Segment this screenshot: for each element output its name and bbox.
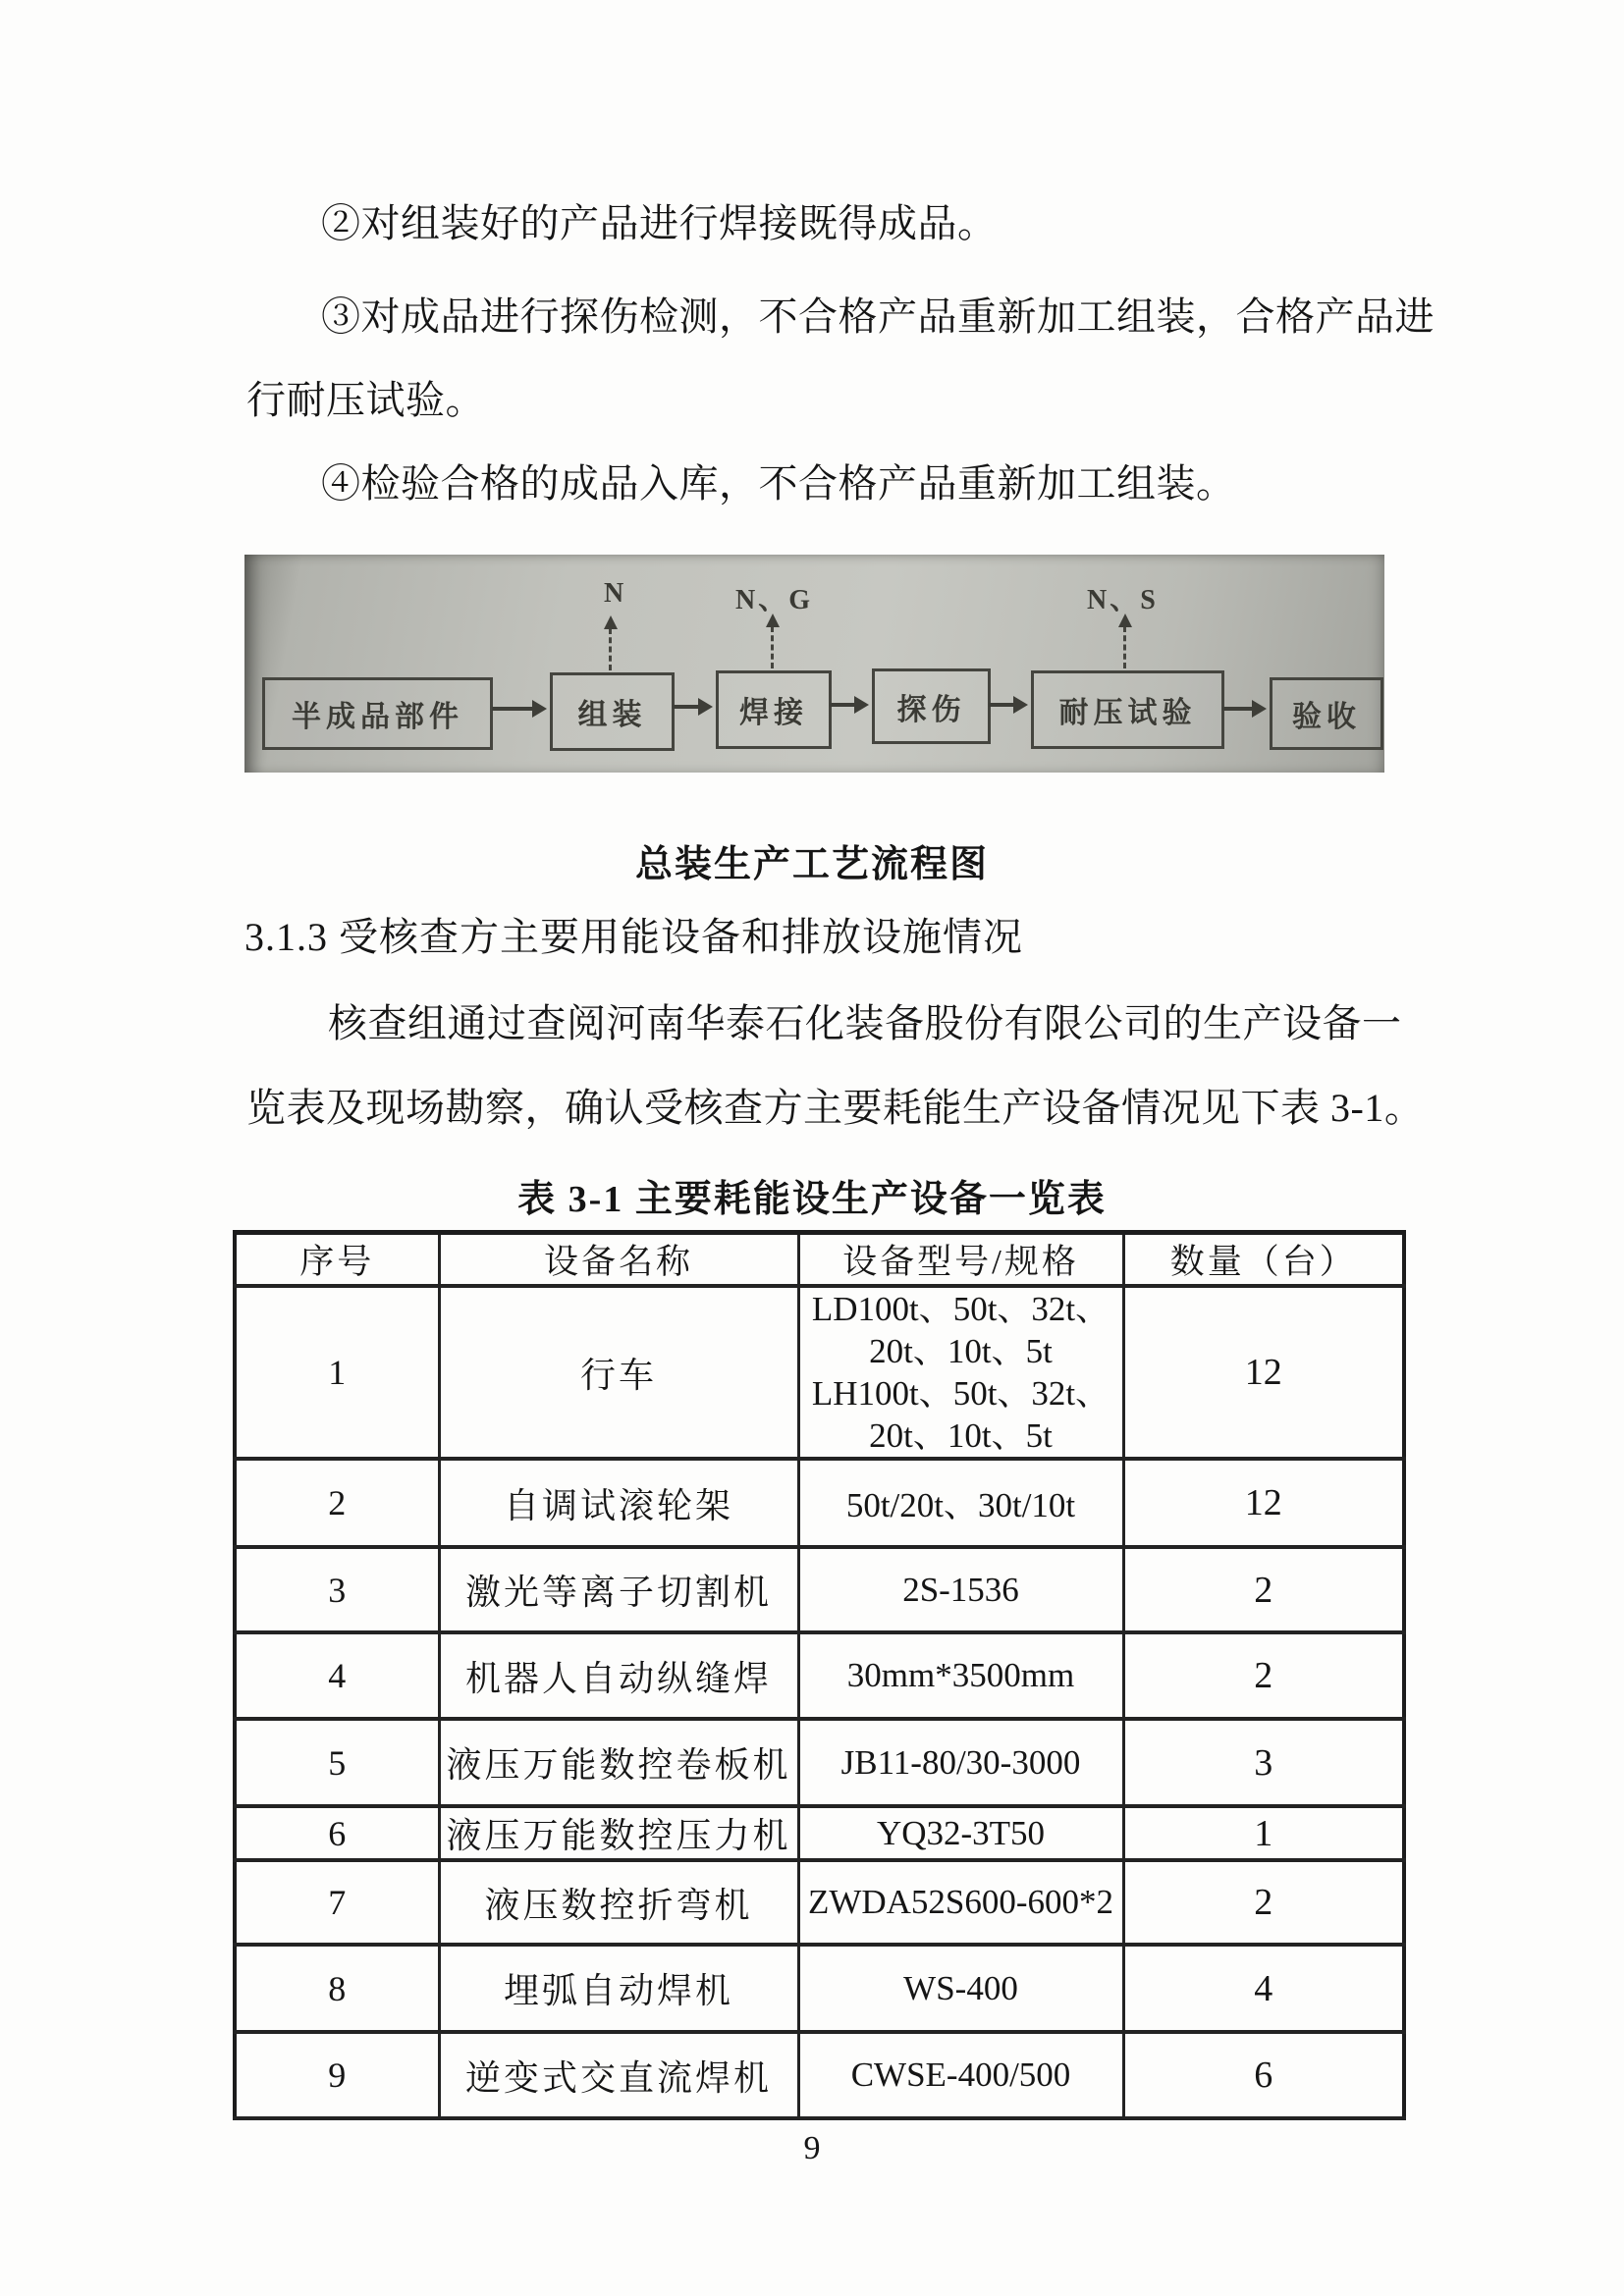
table-row bbox=[235, 1632, 1404, 1719]
cell-qty: 2 bbox=[1123, 1632, 1404, 1719]
cell-name: 激光等离子切割机 bbox=[439, 1547, 798, 1632]
cell-spec: CWSE-400/500 bbox=[798, 2032, 1123, 2118]
section-heading: 3.1.3 受核查方主要用能设备和排放设施情况 bbox=[244, 915, 1023, 959]
flow-arrow-right-icon bbox=[673, 705, 699, 709]
cell-no: 6 bbox=[235, 1806, 439, 1860]
col-header-name: 设备名称 bbox=[439, 1233, 798, 1287]
flowchart-image bbox=[244, 555, 1384, 773]
cell-qty: 12 bbox=[1123, 1459, 1404, 1547]
cell-spec: WS-400 bbox=[798, 1945, 1123, 2032]
table-row bbox=[235, 2032, 1404, 2118]
flow-branch-arrow-icon bbox=[1123, 626, 1126, 668]
cell-qty: 3 bbox=[1123, 1719, 1404, 1806]
cell-name: 液压万能数控压力机 bbox=[439, 1806, 798, 1860]
page-number: 9 bbox=[803, 2130, 821, 2166]
cell-no: 5 bbox=[235, 1719, 439, 1806]
cell-no: 4 bbox=[235, 1632, 439, 1719]
table-row bbox=[235, 1860, 1404, 1945]
flow-node-assembly bbox=[550, 672, 675, 751]
equipment-table bbox=[233, 1230, 1406, 2120]
table-row bbox=[235, 1945, 1404, 2032]
cell-spec: 30mm*3500mm bbox=[798, 1632, 1123, 1719]
cell-qty: 1 bbox=[1123, 1806, 1404, 1860]
flow-node-pressure-test bbox=[1031, 670, 1224, 749]
flow-node-acceptance bbox=[1270, 677, 1383, 750]
flow-node-label: 焊接 bbox=[739, 697, 808, 729]
col-header-spec: 设备型号/规格 bbox=[798, 1233, 1123, 1287]
paragraph-5-line1: 核查组通过查阅河南华泰石化装备股份有限公司的生产设备一 bbox=[328, 1001, 1402, 1045]
paragraph-3-line2: 行耐压试验。 bbox=[246, 378, 485, 422]
flow-arrow-right-icon bbox=[989, 703, 1014, 707]
flow-branch-arrow-icon bbox=[609, 628, 612, 670]
flow-branch-arrow-icon bbox=[771, 626, 774, 668]
cell-name: 逆变式交直流焊机 bbox=[439, 2032, 798, 2118]
table-row bbox=[235, 1286, 1404, 1459]
table-row bbox=[235, 1719, 1404, 1806]
flow-arrow-right-icon bbox=[492, 707, 533, 711]
cell-no: 2 bbox=[235, 1459, 439, 1547]
flow-node-flaw-detection bbox=[872, 668, 991, 744]
flow-node-label: 探伤 bbox=[896, 693, 966, 726]
table-row bbox=[235, 1547, 1404, 1632]
cell-name: 行车 bbox=[439, 1286, 798, 1459]
flow-branch-label-ng: N、G bbox=[735, 585, 814, 615]
cell-qty: 6 bbox=[1123, 2032, 1404, 2118]
cell-qty: 2 bbox=[1123, 1547, 1404, 1632]
spec-line: LH100t、50t、32t、 bbox=[811, 1374, 1110, 1413]
cell-spec bbox=[798, 1286, 1123, 1459]
flowchart-caption: 总装生产工艺流程图 bbox=[634, 844, 989, 885]
cell-no: 1 bbox=[235, 1286, 439, 1459]
flow-branch-label-ns: N、S bbox=[1087, 585, 1159, 615]
flow-arrow-right-icon bbox=[1222, 707, 1253, 711]
cell-qty: 2 bbox=[1123, 1860, 1404, 1945]
cell-name: 液压万能数控卷板机 bbox=[439, 1719, 798, 1806]
cell-spec: YQ32-3T50 bbox=[798, 1806, 1123, 1860]
spec-line: LD100t、50t、32t、 bbox=[811, 1290, 1110, 1328]
table-row bbox=[235, 1806, 1404, 1860]
cell-spec: ZWDA52S600-600*2 bbox=[798, 1860, 1123, 1945]
flow-branch-label-n: N bbox=[604, 578, 627, 609]
spec-line: 20t、10t、5t bbox=[869, 1416, 1053, 1455]
paragraph-5-line2: 览表及现场勘察，确认受核查方主要耗能生产设备情况见下表 3-1。 bbox=[246, 1086, 1425, 1130]
cell-spec: 2S-1536 bbox=[798, 1547, 1123, 1632]
cell-name: 机器人自动纵缝焊 bbox=[439, 1632, 798, 1719]
cell-no: 8 bbox=[235, 1945, 439, 2032]
flow-node-welding bbox=[716, 670, 832, 749]
col-header-qty: 数量（台） bbox=[1123, 1233, 1404, 1287]
flow-node-label: 半成品部件 bbox=[292, 701, 463, 733]
spec-line: 20t、10t、5t bbox=[869, 1332, 1053, 1370]
cell-name: 埋弧自动焊机 bbox=[439, 1945, 798, 2032]
paragraph-3-line1: ③对成品进行探伤检测，不合格产品重新加工组装，合格产品进 bbox=[321, 294, 1435, 339]
cell-no: 7 bbox=[235, 1860, 439, 1945]
cell-qty: 12 bbox=[1123, 1286, 1404, 1459]
col-header-no: 序号 bbox=[235, 1233, 439, 1287]
cell-no: 3 bbox=[235, 1547, 439, 1632]
cell-no: 9 bbox=[235, 2032, 439, 2118]
cell-qty: 4 bbox=[1123, 1945, 1404, 2032]
flow-node-label: 耐压试验 bbox=[1058, 697, 1197, 729]
table-row bbox=[235, 1459, 1404, 1547]
table-header-row bbox=[235, 1233, 1404, 1287]
flow-arrow-right-icon bbox=[830, 703, 855, 707]
flow-node-label: 组装 bbox=[577, 699, 647, 731]
table-title: 表 3-1 主要耗能设生产设备一览表 bbox=[517, 1179, 1107, 1220]
cell-name: 自调试滚轮架 bbox=[439, 1459, 798, 1547]
cell-name: 液压数控折弯机 bbox=[439, 1860, 798, 1945]
flow-node-semi-finished-parts bbox=[262, 677, 493, 750]
paragraph-4: ④检验合格的成品入库，不合格产品重新加工组装。 bbox=[321, 461, 1236, 506]
cell-spec: JB11-80/30-3000 bbox=[798, 1719, 1123, 1806]
cell-spec: 50t/20t、30t/10t bbox=[798, 1459, 1123, 1547]
paragraph-2: ②对组装好的产品进行焊接既得成品。 bbox=[321, 201, 998, 245]
flow-node-label: 验收 bbox=[1292, 701, 1361, 733]
